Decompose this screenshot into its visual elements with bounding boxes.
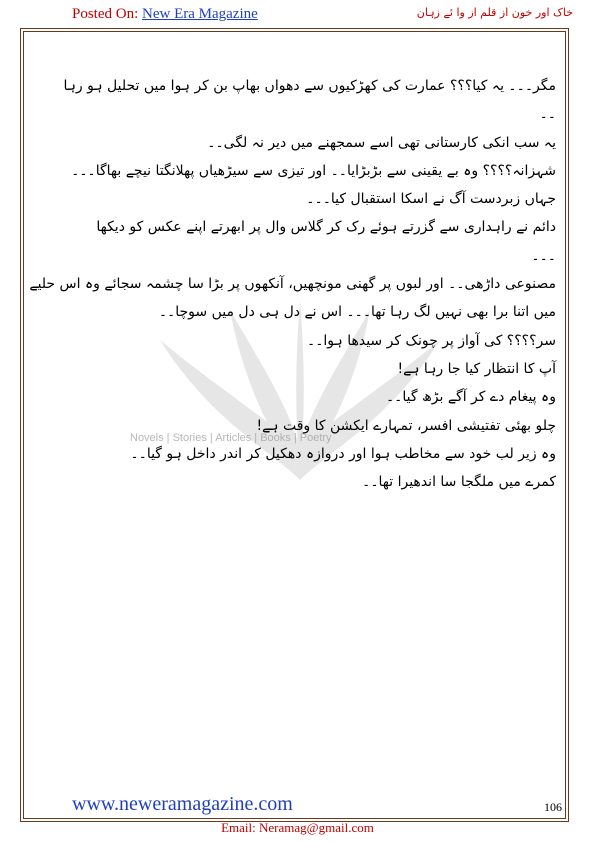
- body-line: ۔۔۔: [531, 247, 556, 264]
- body-line: چلو بھئی تفتیشی افسر، تمہارے ایکشن کا وقت ہے!: [256, 417, 556, 434]
- story-title: خاک اور خون از قلم از وا ئے زہان: [416, 6, 573, 19]
- page-number: 106: [544, 800, 562, 814]
- watermark-tagline: Novels | Stories | Articles | Books | Poetry: [130, 432, 332, 444]
- contact-email[interactable]: Email: Neramag@gmail.com: [221, 820, 374, 835]
- website-link[interactable]: www.neweramagazine.com: [72, 793, 293, 815]
- body-line: جہاں زبردست آگ نے اسکا استقبال کیا۔۔۔: [306, 191, 556, 208]
- posted-on-header: [72, 6, 258, 23]
- body-line: دائم نے راہداری سے گزرتے ہوئے رک کر گلاس وال پر ابھرتے اپنے عکس کو دیکھا: [96, 219, 556, 236]
- body-line: شہزانہ؟؟؟؟ وہ بے یقینی سے بڑبڑایا۔۔ اور تیزی سے سیڑھیاں پھلانگتا نیچے بھاگا۔۔۔: [71, 162, 556, 179]
- body-line: سر؟؟؟؟ کی آواز پر چونک کر سیدھا ہوا۔۔: [307, 332, 556, 349]
- body-line: وہ زیر لب خود سے مخاطب ہوا اور دروازہ دھکیل کر اندر داخل ہو گیا۔۔: [130, 445, 556, 462]
- story-body: [29, 72, 556, 496]
- body-line: ۔۔: [539, 106, 556, 123]
- body-line: مصنوعی داڑھی۔۔ اور لبوں پر گھنی مونچھیں، آنکھوں پر بڑا سا چشمہ سجائے وہ اس حلیے: [29, 276, 556, 293]
- body-line: یہ سب انکی کارستانی تھی اسے سمجھنے میں دیر نہ لگی۔۔: [207, 134, 556, 151]
- posted-on-label: Posted On:: [72, 6, 143, 22]
- body-line: میں اتنا برا بھی نہیں لگ رہا تھا۔۔۔ اس نے دل ہی دل میں سوچا۔۔: [158, 304, 556, 321]
- body-line: آپ کا انتظار کیا جا رہا ہے!: [397, 360, 556, 377]
- body-line: وہ پیغام دے کر آگے بڑھ گیا۔۔: [385, 389, 556, 406]
- magazine-link[interactable]: New Era Magazine: [142, 6, 258, 22]
- body-line: مگر۔۔۔ یہ کیا؟؟؟ عمارت کی کھڑکیوں سے دھواں بھاپ بن کر ہوا میں تحلیل ہو رہا: [63, 78, 556, 94]
- body-line: کمرے میں ملگجا سا اندھیرا تھا۔۔: [362, 474, 556, 491]
